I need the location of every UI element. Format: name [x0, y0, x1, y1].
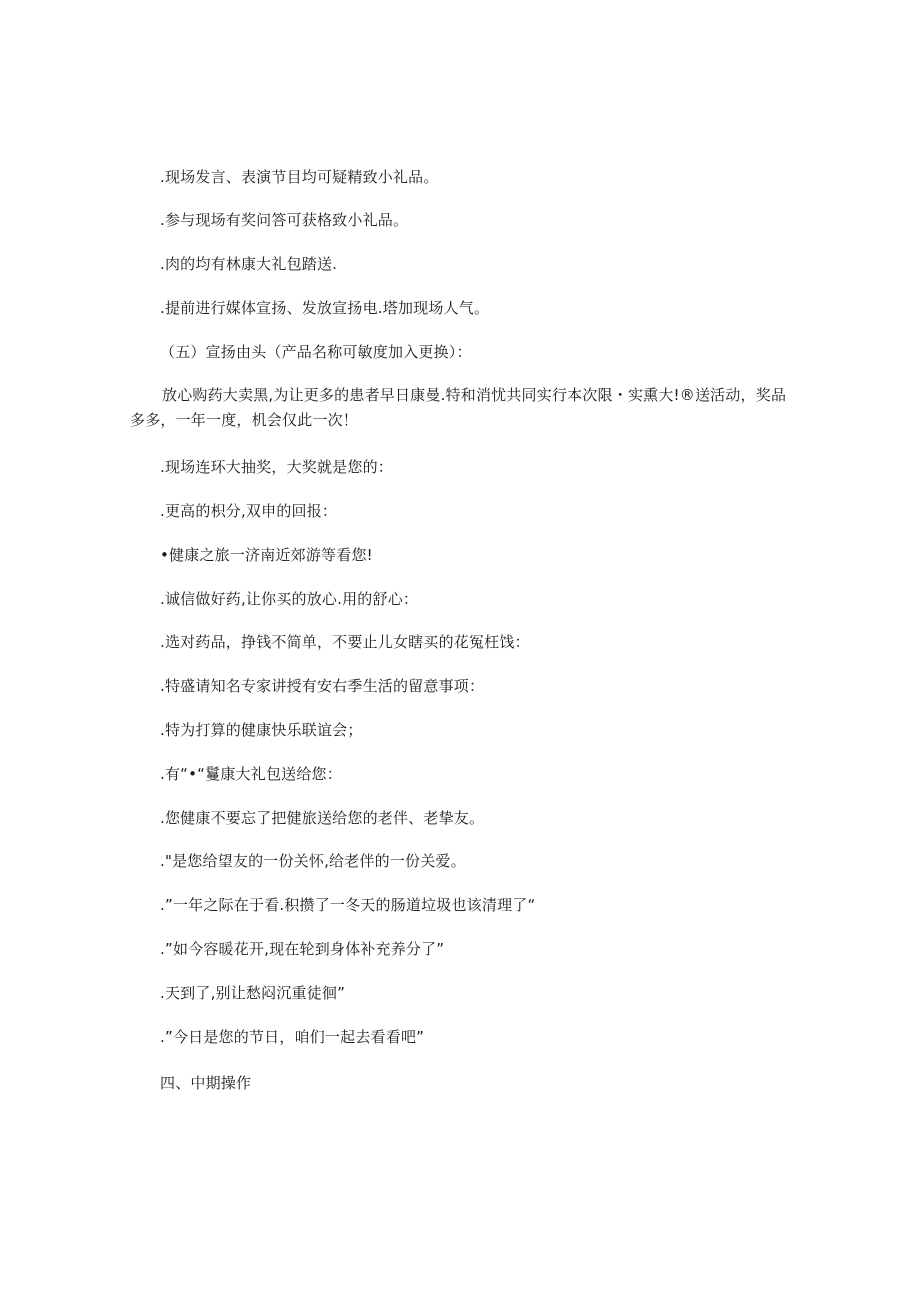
text-line-gift-performance: .现场发言、表演节目均可疑精致小礼品。 — [160, 168, 439, 186]
text-line-spring: .”如今容暖花开,现在轮到身体补充养分了” — [160, 940, 445, 958]
text-line-points: .更高的枳分,双申的回报： — [160, 502, 338, 520]
text-line-festival: .”今日是您的节日，咱们一起去看看吧” — [160, 1028, 425, 1046]
text-line-partner-gift: .您健康不要忘了把健旅送给您的老伴、老挚友。 — [160, 809, 485, 827]
text-line-care: ."是您给望友的一份关怀,给老伴的一份关爱。 — [160, 852, 466, 870]
section-heading-promotion-hook: （五）宣扬由头（产品名称可敏度加入更换）： — [160, 343, 472, 361]
section-heading-mid-term: 四、中期操作 — [160, 1074, 252, 1092]
text-line-health-trip: •健康之旅一济南近郊游等看您! — [160, 546, 373, 564]
text-line-no-worry: .天到了,别让愁闷沉重徒徊” — [160, 984, 346, 1002]
text-line-choose-medicine: .选对药品，挣钱不简单，不要止儿女瞎买的花冤枉饯： — [160, 633, 530, 651]
text-line-gift-package: .肉的均有林康大礼包踏送. — [160, 255, 338, 273]
text-line-media-promotion: .提前进行媒体宣扬、发放宣扬电.塔加现场人气。 — [160, 299, 490, 317]
text-line-gift-quiz: .参与现场有奖问答可获格致小礼品。 — [160, 211, 409, 229]
text-line-gathering: .特为打算的健康快乐联谊会； — [160, 721, 363, 739]
text-line-expert-lecture: .特盛请知名专家讲授有安右季生活的留意事项： — [160, 677, 485, 695]
promotion-paragraph: 放心购药大卖黑,为让更多的患者早日康曼.特和消忧共同实行本次限・实熏大!®送活动，奖品多多，一年一度，机会仅此一次！ — [130, 386, 787, 429]
text-line-gift-for-you: .有“•“鬘康大礼包送给您： — [160, 765, 342, 783]
text-line-honest-medicine: .诚信做好药,让你买的放心.用的舒心： — [160, 590, 419, 608]
text-line-lucky-draw: .现场连环大抽奖，大奖就是您的： — [160, 458, 393, 476]
text-line-year-start: .”一年之际在于看.积攒了一冬天的肠道垃圾也该清理了“ — [160, 896, 536, 914]
